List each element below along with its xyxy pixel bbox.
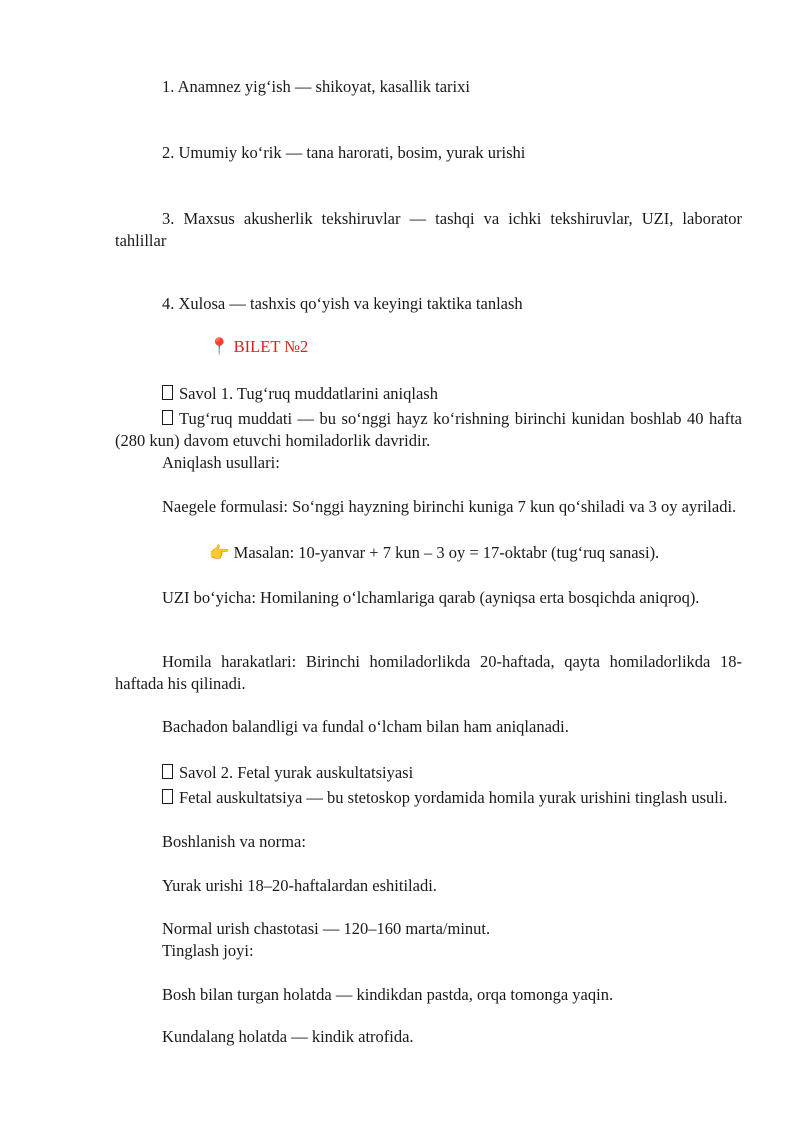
list-item-anamnez: 1. Anamnez yig‘ish — shikoyat, kasallik tarixi bbox=[162, 77, 470, 96]
question-1-definition: Tug‘ruq muddati — bu so‘nggi hayz ko‘rishning birinchi kunidan boshlab 40 hafta (280 kun) davom etuvchi homiladorlik davridir. bbox=[115, 409, 742, 450]
heartbeat-heard: Yurak urishi 18–20-haftalardan eshitiladi. bbox=[162, 876, 437, 895]
naegele-formula: Naegele formulasi: So‘nggi hayzning birinchi kuniga 7 kun qo‘shiladi va 3 oy ayriladi. bbox=[162, 497, 737, 516]
question-2-heading bbox=[115, 762, 742, 784]
start-norm-label: Boshlanish va norma: bbox=[162, 832, 306, 851]
head-position: Bosh bilan turgan holatda — kindikdan pastda, orqa tomonga yaqin. bbox=[162, 985, 614, 1004]
normal-rate: Normal urish chastotasi — 120–160 marta/minut. bbox=[162, 919, 491, 938]
pin-icon: 📍 bbox=[209, 337, 230, 356]
uzi-method: UZI bo‘yicha: Homilaning o‘lchamlariga qarab (ayniqsa erta bosqichda aniqroq). bbox=[162, 588, 700, 607]
question-1-heading bbox=[115, 383, 742, 405]
list-item-obstetric-exams: 3. Maxsus akusherlik tekshiruvlar — tashqi va ichki tekshiruvlar, UZI, laborator tahlillar bbox=[115, 209, 742, 250]
question-1-title: Savol 1. Tug‘ruq muddatlarini aniqlash bbox=[179, 384, 438, 403]
naegele-example: 👉 Masalan: 10-yanvar + 7 kun – 3 oy = 17-oktabr (tug‘ruq sanasi). bbox=[115, 542, 742, 564]
fundal-height: Bachadon balandligi va fundal o‘lcham bilan ham aniqlanadi. bbox=[162, 717, 569, 736]
list-item-conclusion: 4. Xulosa — tashxis qo‘yish va keyingi taktika tanlash bbox=[162, 294, 523, 313]
missing-glyph-icon bbox=[162, 385, 173, 400]
listening-place-label: Tinglash joyi: bbox=[162, 941, 254, 960]
transverse-position: Kundalang holatda — kindik atrofida. bbox=[162, 1027, 414, 1046]
methods-label: Aniqlash usullari: bbox=[162, 453, 280, 472]
question-2-definition: Fetal auskultatsiya — bu stetoskop yordamida homila yurak urishini tinglash usuli. bbox=[115, 787, 742, 809]
missing-glyph-icon bbox=[162, 789, 173, 804]
list-item-general-exam: 2. Umumiy ko‘rik — tana harorati, bosim, yurak urishi bbox=[162, 143, 526, 162]
question-2-title: Savol 2. Fetal yurak auskultatsiyasi bbox=[179, 763, 414, 782]
bilet-heading bbox=[115, 336, 742, 358]
missing-glyph-icon bbox=[162, 410, 173, 425]
fetal-movements: Homila harakatlari: Birinchi homiladorlikda 20-haftada, qayta homiladorlikda 18-haftada his qilinadi. bbox=[115, 652, 742, 693]
missing-glyph-icon bbox=[162, 764, 173, 779]
pointing-hand-icon: 👉 bbox=[209, 543, 230, 562]
bilet-title: BILET №2 bbox=[233, 337, 309, 356]
